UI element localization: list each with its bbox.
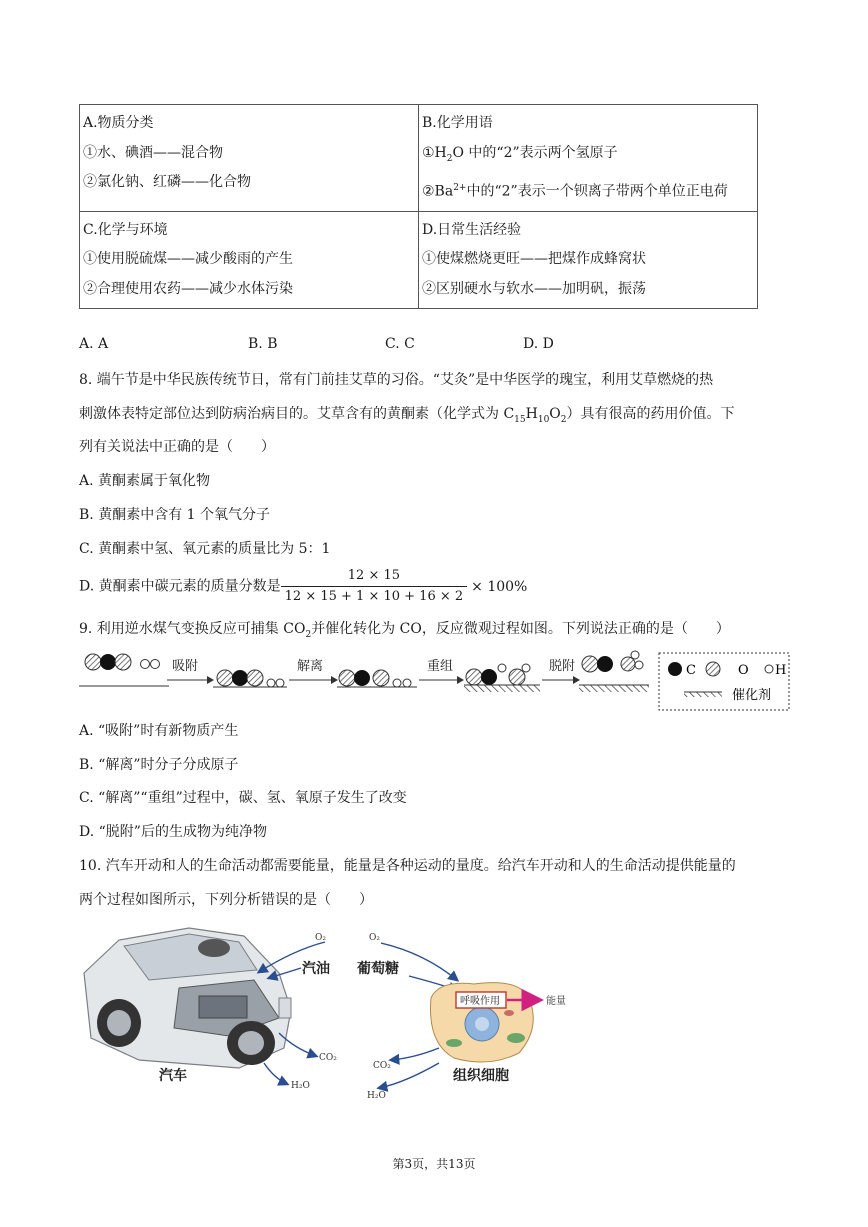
stage-desorbed <box>579 651 649 692</box>
step-recombine-label: 重组 <box>427 659 454 674</box>
q9-option-c[interactable]: C. “解离”“重组”过程中，碳、氢、氧原子发生了改变 <box>79 790 407 806</box>
q9-option-b[interactable]: B. “解离”时分子分成原子 <box>79 757 239 773</box>
reaction-process-diagram <box>79 648 794 716</box>
cell-b-line1: $①H_2O$ 中的“2”表示两个氢原子 <box>422 144 618 164</box>
respiration-label: 呼吸作用 <box>460 996 500 1007</box>
cell-a-title: A.物质分类 <box>83 115 154 131</box>
q10-stem-line1: 10. 汽车开动和人的生命活动都需要能量，能量是各种运动的量度。给汽车开动和人的生命活动提供能量的 <box>79 858 736 874</box>
cell-o2-label: O₂ <box>369 933 380 943</box>
cell-d-line1: ①使煤燃烧更旺——把煤作成蜂窝状 <box>422 251 646 268</box>
cell-c-line1: ①使用脱硫煤——减少酸雨的产生 <box>83 251 293 268</box>
cell-b <box>419 105 758 212</box>
diagram-legend <box>659 653 789 710</box>
glucose-label: 葡萄糖 <box>357 961 399 977</box>
legend-hydrogen: H <box>775 663 787 678</box>
q8-stem-line1: 8. 端午节是中华民族传统节日，常有门前挂艾草的习俗。“艾灸”是中华医学的瑰宝，利用艾草燃烧的热 <box>79 372 714 388</box>
cell-d-title: D.日常生活经验 <box>422 221 522 238</box>
cell-c-title: C.化学与环境 <box>83 221 168 238</box>
stage-adsorbed <box>213 670 287 687</box>
stage-dissociated <box>337 670 417 687</box>
q8-stem-line3: 列有关说法中正确的是（ ） <box>79 439 275 455</box>
q8-stem-line2: 刺激体表特定部位达到防病治病目的。艾草含有的黄酮素（化学式为 $C_{15}H_{10}O_2$）具有很高的药用价值。下 <box>79 406 735 425</box>
step-desorb-label: 脱附 <box>549 659 576 674</box>
legend-oxygen: O <box>738 663 749 678</box>
legend-carbon: C <box>686 663 696 678</box>
q9-option-d[interactable]: D. “脱附”后的生成物为纯净物 <box>79 824 267 840</box>
car-label: 汽车 <box>159 1068 187 1084</box>
cell-co2-label: CO₂ <box>373 1061 391 1071</box>
q8-option-d[interactable]: D. 黄酮素中碳元素的质量分数是 $\frac{12 \times 15}{12 \times 15 + 1 \times 10 + 16 \times 2}$ × 100% <box>79 566 527 607</box>
car-co2-label: CO₂ <box>319 1053 337 1063</box>
mass-fraction-formula: $\frac{12 \times 15}{12 \times 15 + 1 \times 10 + 16 \times 2}$ <box>281 566 468 607</box>
cell-b-line2: $②Ba^{2+}$中的“2”表示一个钡离子带两个单位正电荷 <box>422 182 728 200</box>
q8-option-b[interactable]: B. 黄酮素中含有 1 个氧气分子 <box>79 507 270 523</box>
cell-c <box>80 211 419 309</box>
step-dissociate-label: 解离 <box>297 659 324 674</box>
page-footer: 第3页，共13页 <box>392 1157 476 1171</box>
q7-option-d[interactable]: D. D <box>523 336 554 352</box>
stage-recombined <box>464 664 540 692</box>
cell-a <box>80 105 419 212</box>
q10-stem-line2: 两个过程如图所示，下列分析错误的是（ ） <box>79 892 373 908</box>
step-adsorb-label: 吸附 <box>172 659 199 674</box>
q7-option-a[interactable]: A. A <box>79 336 109 352</box>
cell-b-title: B.化学用语 <box>422 115 493 131</box>
cell-d <box>419 211 758 309</box>
stage-co2-h2 <box>79 654 169 686</box>
cell-h2o-label: H₂O <box>367 1091 386 1101</box>
legend-catalyst: 催化剂 <box>732 688 772 703</box>
q9-stem: 9. 利用逆水煤气变换反应可捕集 $CO_2$并催化转化为 CO，反应微观过程如图。下列说法正确的是（ ） <box>79 621 730 640</box>
cell-c-line2: ②合理使用农药——减少水体污染 <box>83 280 293 297</box>
knowledge-table <box>79 104 758 309</box>
car-h2o-label: H₂O <box>291 1081 310 1091</box>
cell-a-line2: ②氯化钠、红磷——化合物 <box>83 174 251 190</box>
energy-label: 能量 <box>546 996 566 1007</box>
q7-option-c[interactable]: C. C <box>385 336 415 352</box>
q9-option-a[interactable]: A. “吸附”时有新物质产生 <box>79 723 239 739</box>
car-o2-label: O₂ <box>315 933 326 943</box>
gasoline-label: 汽油 <box>302 961 330 977</box>
cell-d-line2: ②区别硬水与软水——加明矾，振荡 <box>422 280 646 297</box>
q7-option-b[interactable]: B. B <box>248 336 278 352</box>
car-illustration <box>84 928 291 1068</box>
q8-option-a[interactable]: A. 黄酮素属于氧化物 <box>79 473 211 489</box>
tissue-cell-label: 组织细胞 <box>453 1068 509 1084</box>
q8-option-c[interactable]: C. 黄酮素中氢、氧元素的质量比为 5：1 <box>79 541 331 557</box>
cell-a-line1: ①水、碘酒——混合物 <box>83 144 223 161</box>
energy-process-figure <box>79 918 599 1103</box>
